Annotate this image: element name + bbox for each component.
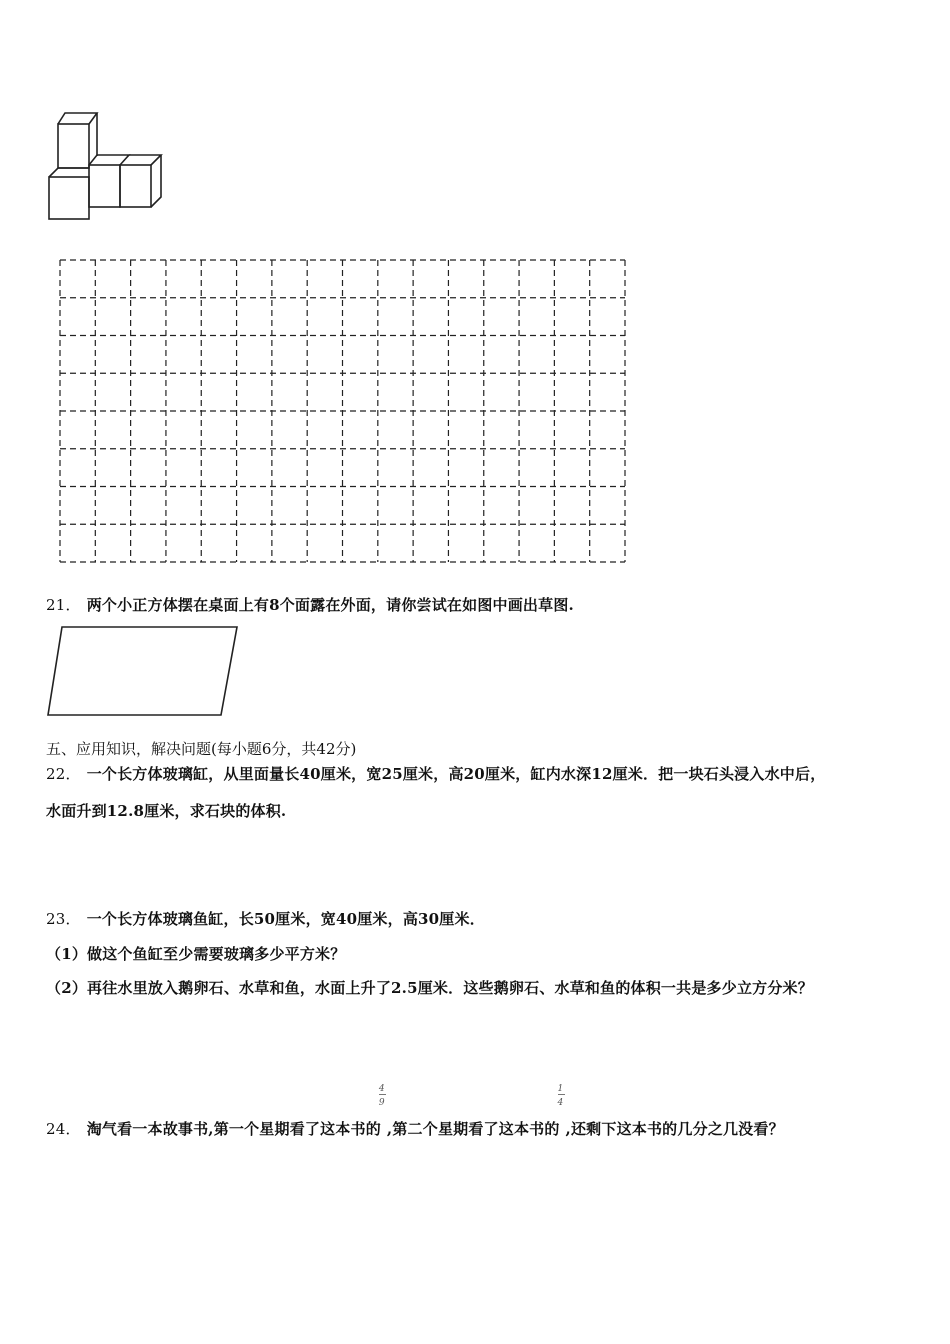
question-number: 22． [46,765,81,783]
question-number: 21． [46,596,81,614]
question-24 [46,1084,784,1139]
question-text-part-3: ,还剩下这本书的几分之几没看？ [565,1120,784,1138]
question-22-line-2: 水面升到12.8厘米，求石块的体积. [46,802,287,820]
question-text: 一个长方体玻璃缸，从里面量长40厘米，宽25厘米，高20厘米，缸内水深12厘米．把一块石头浸入水中后， [86,765,826,783]
dashed-grid-figure [55,255,630,567]
fraction-one-quarter [557,1084,566,1134]
fraction-numerator: 1 [557,1084,564,1094]
fraction-four-ninths [378,1084,387,1134]
parallelogram-shape [48,627,237,715]
question-text-part-1: 淘气看一本故事书,第一个星期看了这本书的 [86,1120,381,1138]
bottom-left-cube-front [49,177,89,219]
right-cube-top [129,155,161,165]
question-number: 24． [46,1120,81,1138]
question-22-line-1 [46,763,825,784]
section-title: 五、应用知识，解决问题(每小题6分，共42分) [46,740,357,758]
cube-arrangement-figure [40,105,170,225]
right-cube-front [120,165,151,207]
question-23-sub-1: （1）做这个鱼缸至少需要玻璃多少平方米？ [46,945,346,963]
top-cube-top [58,113,97,124]
question-23 [46,908,485,929]
fraction-denominator: 9 [378,1098,385,1108]
top-cube-front [58,124,89,168]
question-text: 一个长方体玻璃鱼缸，长50厘米，宽40厘米，高30厘米． [86,910,485,928]
fraction-denominator: 4 [557,1098,564,1108]
question-text-part-2: ,第二个星期看了这本书的 [386,1120,560,1138]
middle-cube-front [89,165,120,207]
middle-cube-top [89,155,129,165]
fraction-bar [558,1094,565,1095]
fraction-numerator: 4 [378,1084,385,1094]
question-21 [46,594,574,615]
question-text: 两个小正方体摆在桌面上有8个面露在外面，请你尝试在如图中画出草图. [86,596,574,614]
parallelogram-figure [44,622,244,720]
question-23-sub-2: （2）再往水里放入鹅卵石、水草和鱼，水面上升了2.5厘米．这些鹅卵石、水草和鱼的体积一共是多少立方分米？ [46,979,813,997]
bottom-left-cube-top [49,168,89,177]
fraction-bar [379,1094,386,1095]
question-number: 23． [46,910,81,928]
